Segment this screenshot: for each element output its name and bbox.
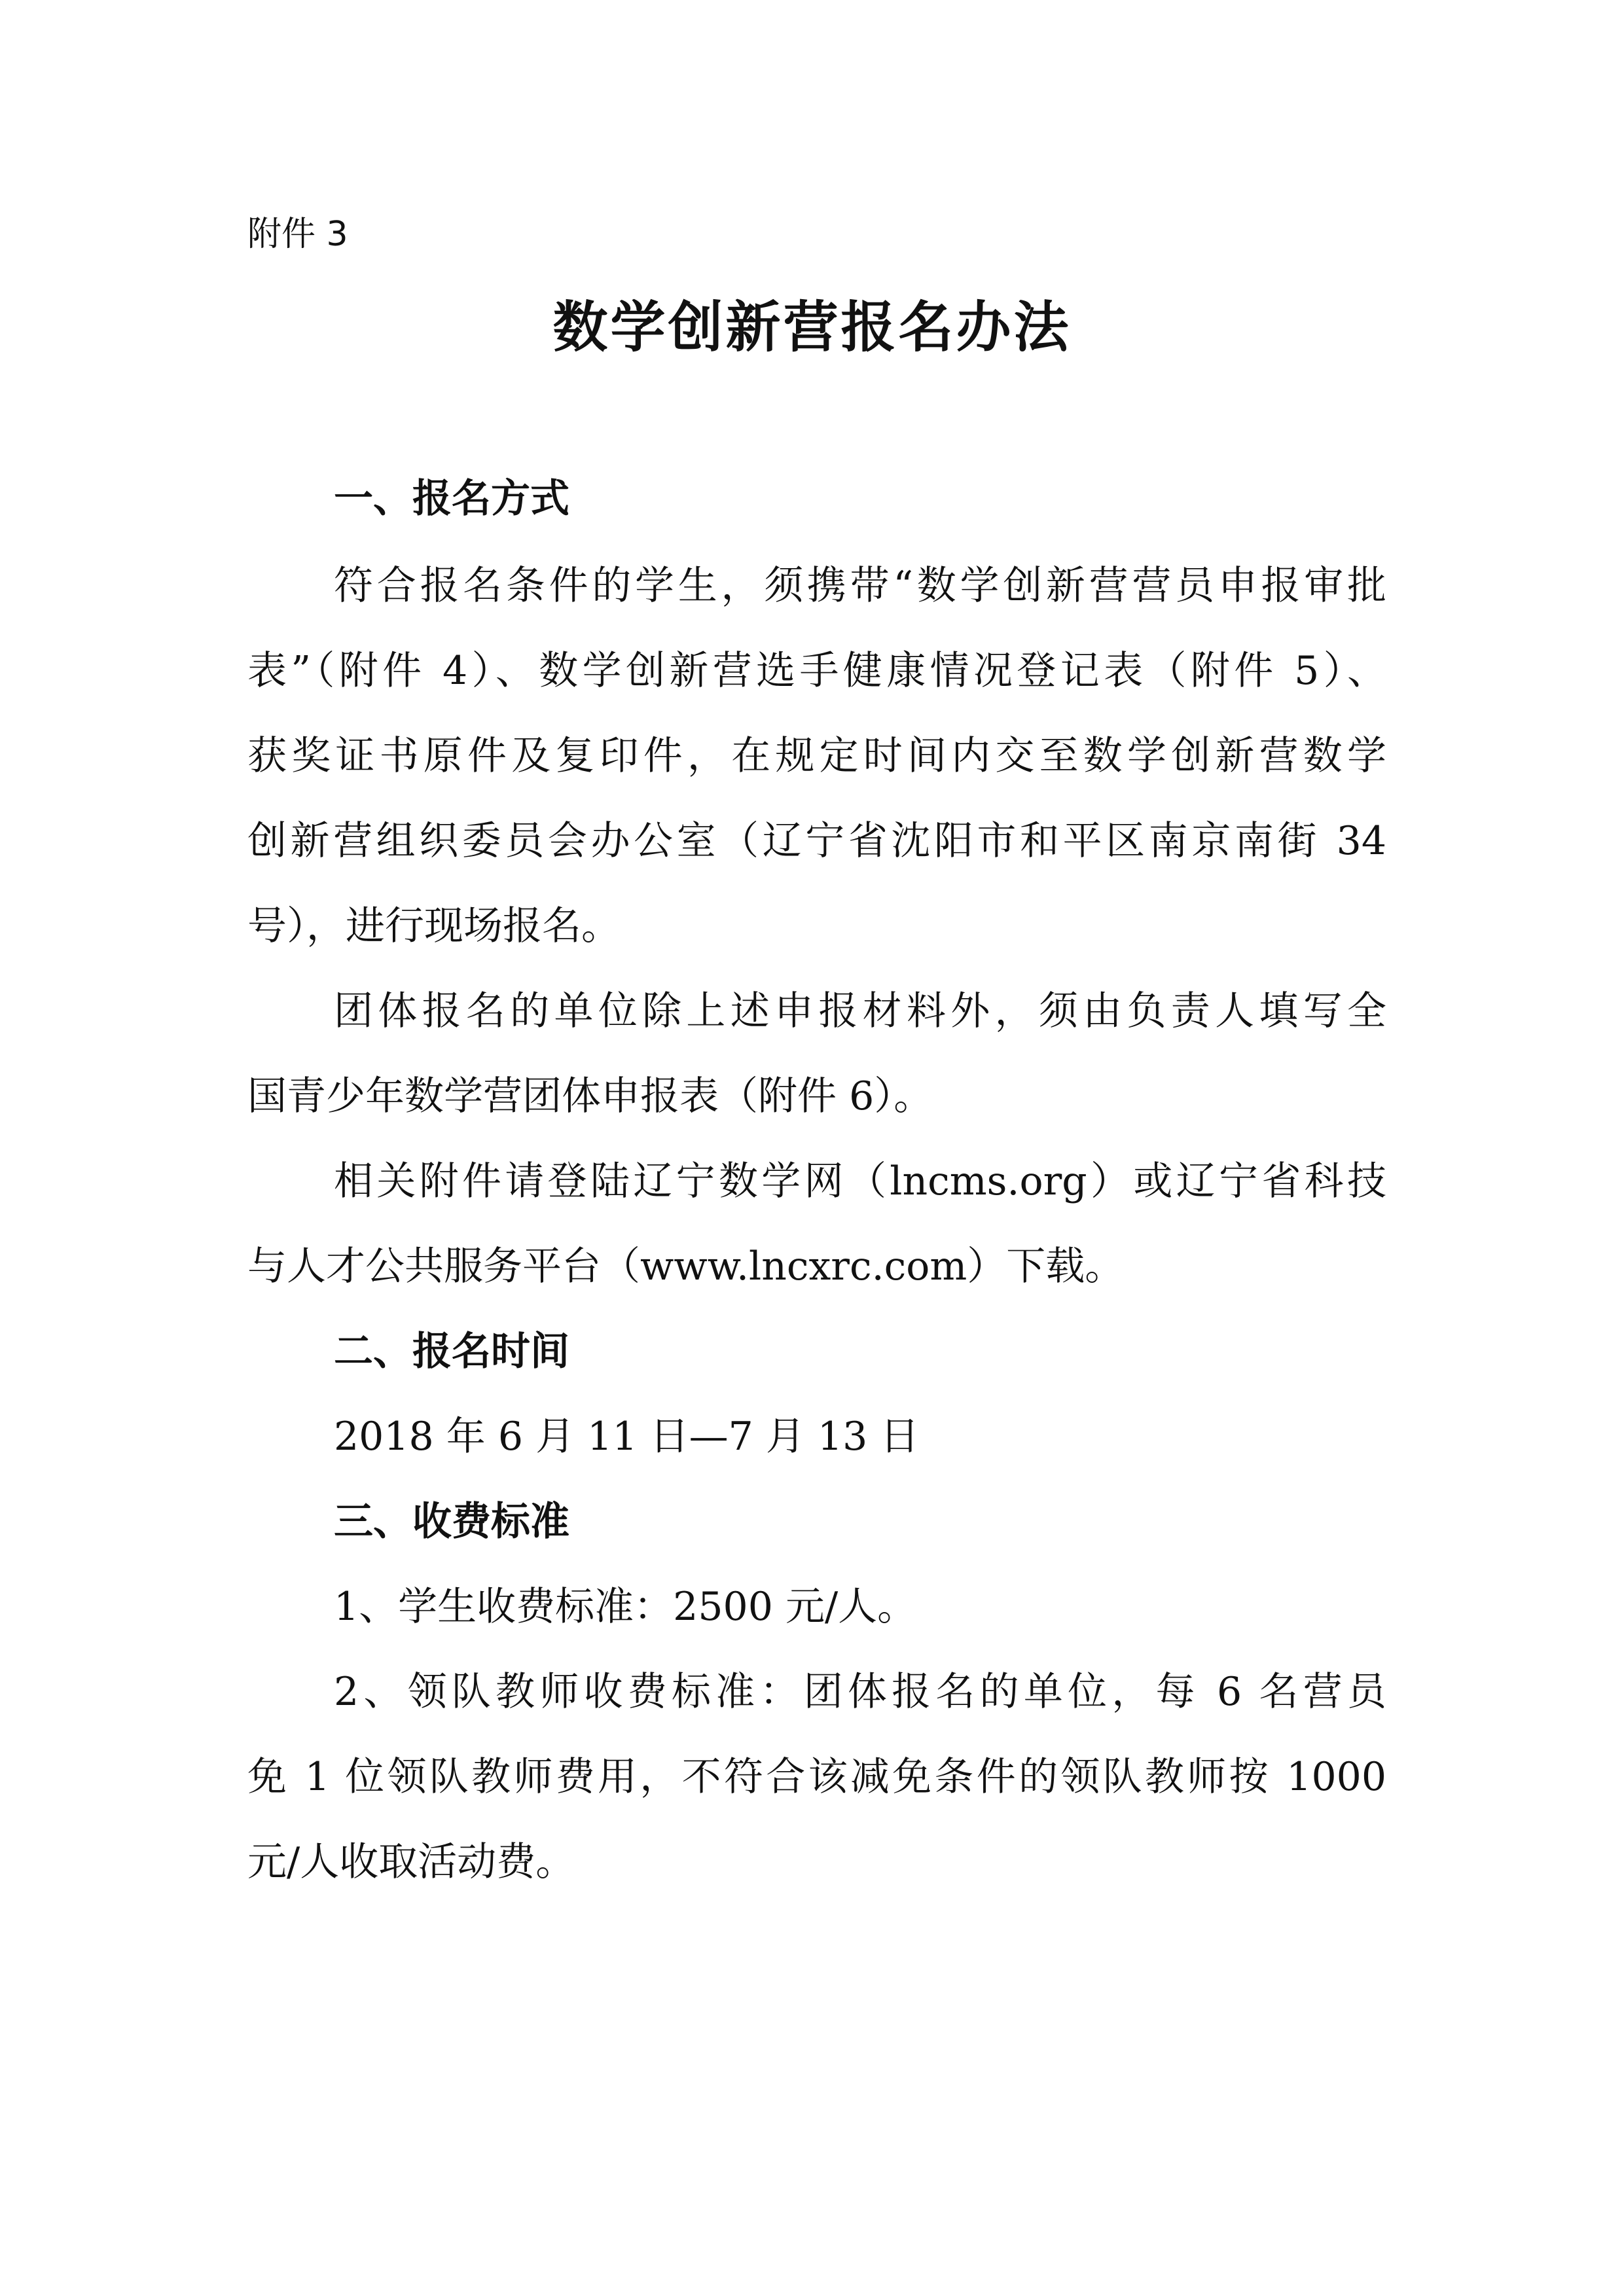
- paragraph-line: 团体报名的单位除上述申报材料外，须由负责人填写全: [334, 988, 1386, 1034]
- paragraph-line: 2、领队教师收费标准：团体报名的单位，每 6 名营员: [334, 1669, 1386, 1715]
- attachment-label: 附件 3: [247, 215, 348, 254]
- paragraph-line: 国青少年数学营团体申报表（附件 6）。: [247, 1073, 933, 1119]
- paragraph-line: 与人才公共服务平台（www.lncxrc.com）下载。: [247, 1244, 1125, 1289]
- paragraph-line: 1、学生收费标准：2500 元/人。: [334, 1584, 917, 1630]
- section-heading-registration-time: 二、报名时间: [334, 1329, 569, 1374]
- paragraph-line: 创新营组织委员会办公室（辽宁省沈阳市和平区南京南街 34: [247, 818, 1386, 864]
- paragraph-line: 号），进行现场报名。: [247, 903, 621, 949]
- paragraph-line: 2018 年 6 月 11 日—7 月 13 日: [334, 1414, 920, 1460]
- paragraph-line: 获奖证书原件及复印件，在规定时间内交至数学创新营数学: [247, 733, 1386, 779]
- paragraph-line: 符合报名条件的学生，须携带“数学创新营营员申报审批: [334, 563, 1386, 609]
- document-title: 数学创新营报名办法: [552, 295, 1072, 359]
- paragraph-line: 免 1 位领队教师费用，不符合该减免条件的领队教师按 1000: [247, 1754, 1386, 1800]
- paragraph-line: 表”（附件 4）、数学创新营选手健康情况登记表（附件 5）、: [247, 648, 1386, 694]
- section-heading-registration-method: 一、报名方式: [334, 476, 569, 522]
- section-heading-fee-standard: 三、收费标准: [334, 1499, 569, 1545]
- paragraph-line: 相关附件请登陆辽宁数学网（lncms.org）或辽宁省科技: [334, 1158, 1386, 1204]
- paragraph-line: 元/人收取活动费。: [247, 1839, 575, 1885]
